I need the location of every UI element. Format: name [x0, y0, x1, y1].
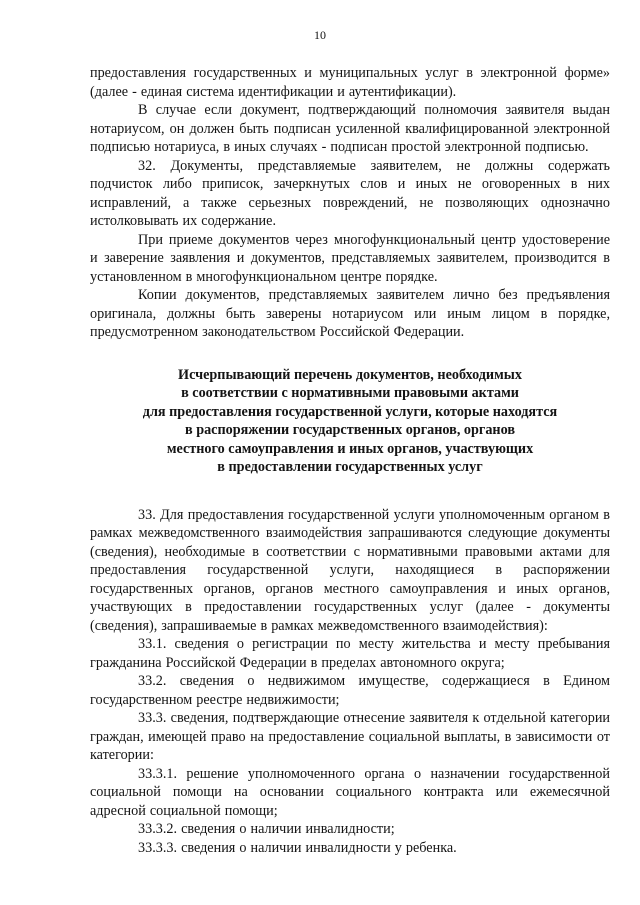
paragraph: 33.1. сведения о регистрации по месту жительства и месту пребывания гражданина Российской Федерации в пределах автономного округа; [90, 636, 610, 671]
paragraph: 32. Документы, представляемые заявителем, не должны содержать подчисток либо приписок, зачеркнутых слов и иных не оговоренных в них исправлений, а также серьезных повреждений, не позволяющих однозначно истолковывать их содержание. [90, 157, 610, 229]
document-body [90, 64, 610, 857]
paragraph: 33.3.3. сведения о наличии инвалидности у ребенка. [138, 839, 457, 856]
section-heading [90, 366, 610, 477]
paragraph: 33.3. сведения, подтверждающие отнесение заявителя к отдельной категории граждан, имеющей право на предоставление социальной выплаты, в зависимости от категории: [90, 710, 610, 763]
paragraphs-bottom [90, 506, 610, 858]
paragraph: 33.3.1. решение уполномоченного органа о назначении государственной социальной помощи на основании социального контракта или ежемесячной адресной социальной помощи; [90, 765, 610, 819]
paragraph: 33. Для предоставления государственной услуги уполномоченным органом в рамках межведомственного взаимодействия запрашиваются следующие документы (сведения), необходимые в соответствии с нормативными правовыми актами для предоставления государственной услуги, находящиеся в распоряжении государственных органов, органов местного самоуправления и иных органов, участвующих в предоставлении государственных услуг (далее - документы (сведения), запрашиваемые в рамках межведомственного взаимодействия): [90, 506, 610, 634]
paragraph: При приеме документов через многофункциональный центр удостоверение и заверение заявления и документов, представляемых заявителем, производится в установленном в многофункциональном центре порядке. [90, 231, 610, 285]
heading-line: в предоставлении государственных услуг [217, 459, 483, 475]
paragraph: предоставления государственных и муниципальных услуг в электронной форме» (далее - единая система идентификации и аутентификации). [90, 65, 610, 100]
heading-line: в соответствии с нормативными правовыми актами [181, 385, 519, 401]
paragraph: Копии документов, представляемых заявителем лично без предъявления оригинала, должны быть заверены нотариусом или иным лицом в порядке, предусмотренном законодательством Российской Федерации. [90, 287, 610, 340]
paragraphs-top [90, 64, 610, 342]
paragraph: В случае если документ, подтверждающий полномочия заявителя выдан нотариусом, он должен быть подписан усиленной квалифицированной электронной подписью нотариуса, в иных случаях - подписан простой электронной подписью. [90, 102, 610, 155]
paragraph: 33.2. сведения о недвижимом имуществе, содержащиеся в Едином государственном реестре недвижимости; [90, 673, 610, 708]
page-number: 10 [314, 28, 326, 42]
heading-line: для предоставления государственной услуги, которые находятся [142, 403, 558, 420]
heading-line: в распоряжении государственных органов, органов [184, 422, 516, 438]
heading-line: местного самоуправления и иных органов, участвующих [166, 440, 534, 457]
paragraph: 33.3.2. сведения о наличии инвалидности; [138, 821, 395, 837]
heading-line: Исчерпывающий перечень документов, необходимых [178, 366, 522, 383]
